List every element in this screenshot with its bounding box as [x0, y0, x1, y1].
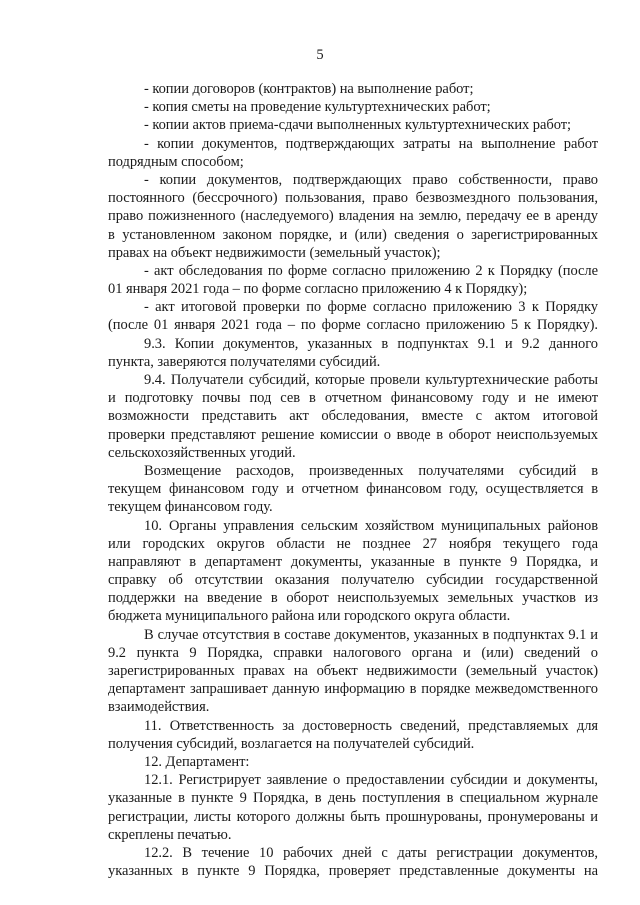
text-line: бюджета муниципального района или городского округа области. — [108, 608, 511, 625]
text-line: - акт итоговой проверки по форме согласно приложению 3 к Порядку — [144, 299, 598, 316]
text-line: департамент запрашивает данную информацию в порядке межведомственного — [108, 681, 598, 698]
text-line: возможности представить акт обследования, вместе с актом итоговой — [108, 408, 598, 425]
text-line: постоянного (бессрочного) пользования, право безвозмездного пользования, — [108, 190, 598, 207]
text-line: поддержки на введение в оборот неиспользуемых земельных участков из — [108, 590, 598, 607]
text-line: справку об отсутствии оказания получателю субсидии государственной — [108, 572, 598, 589]
text-line: - копия сметы на проведение культуртехнических работ; — [144, 99, 491, 116]
text-line: - копии актов приема-сдачи выполненных культуртехнических работ; — [144, 117, 571, 134]
text-line: в установленном законом порядке, и (или) сведения о зарегистрированных — [108, 226, 598, 243]
text-line: текущем финансовом году и отчетном финансовом году, осуществляется в — [108, 481, 598, 498]
text-line: текущем финансовом году. — [108, 499, 273, 516]
document-body — [108, 80, 598, 880]
text-line: взаимодействия. — [108, 699, 210, 716]
text-line: - копии договоров (контрактов) на выполнение работ; — [144, 81, 474, 97]
text-line: пункта, заверяются получателями субсидий. — [108, 353, 381, 370]
text-line: 12. Департамент: — [144, 753, 250, 770]
text-line: проверки представляют решение комиссии о вводе в оборот неиспользуемых — [108, 426, 598, 443]
text-line: зарегистрированных правах на объект недвижимости (земельный участок) — [108, 663, 598, 679]
text-line: - копии документов, подтверждающих затраты на выполнение работ — [144, 135, 598, 152]
text-line: и подготовку почвы под сев в отчетном финансовому году и не имеют — [108, 390, 598, 407]
text-line: получения субсидий, возлагается на получателей субсидий. — [108, 735, 475, 752]
text-line: или городских округов области не позднее 27 ноября текущего года — [108, 535, 598, 552]
text-line: 10. Органы управления сельским хозяйством муниципальных районов — [144, 517, 598, 534]
text-line: 9.3. Копии документов, указанных в подпунктах 9.1 и 9.2 данного — [144, 335, 598, 352]
text-line: правах на объект недвижимости (земельный участок); — [108, 244, 441, 261]
text-line: 01 января 2021 года – по форме согласно приложению 4 к Порядку); — [108, 281, 528, 298]
text-line: (после 01 января 2021 года – по форме согласно приложению 5 к Порядку). — [108, 317, 598, 334]
text-line: Возмещение расходов, произведенных получателями субсидий в — [144, 462, 598, 479]
text-line: регистрации, листы которого должны быть прошнурованы, пронумерованы и — [108, 808, 598, 825]
text-line: направляют в департамент документы, указанные в пункте 9 Порядка, и — [108, 553, 598, 570]
page-number: 5 — [316, 47, 324, 63]
text-line: скреплены печатью. — [108, 826, 232, 843]
text-line: 12.2. В течение 10 рабочих дней с даты регистрации документов, — [144, 844, 598, 861]
text-line: 11. Ответственность за достоверность сведений, представляемых для — [144, 717, 598, 734]
text-line: - акт обследования по форме согласно приложению 2 к Порядку (после — [144, 262, 598, 279]
text-line: право пожизненного (наследуемого) владения на землю, передачу ее в аренду — [108, 208, 598, 225]
text-line: - копии документов, подтверждающих право собственности, право — [144, 171, 598, 188]
text-line: 9.2 пункта 9 Порядка, справки налогового органа и (или) сведений о — [108, 644, 598, 661]
text-line: 12.1. Регистрирует заявление о предоставлении субсидии и документы, — [144, 772, 598, 789]
text-line: подрядным способом; — [108, 153, 244, 170]
text-line: указанные в пункте 9 Порядка, в день поступления в специальном журнале — [108, 790, 598, 807]
text-line: указанных в пункте 9 Порядка, проверяет представленные документы на — [108, 863, 598, 880]
text-line: сельскохозяйственных угодий. — [108, 444, 296, 461]
text-line: 9.4. Получатели субсидий, которые провели культуртехнические работы — [144, 372, 598, 388]
text-line: В случае отсутствия в составе документов, указанных в подпунктах 9.1 и — [144, 626, 598, 643]
